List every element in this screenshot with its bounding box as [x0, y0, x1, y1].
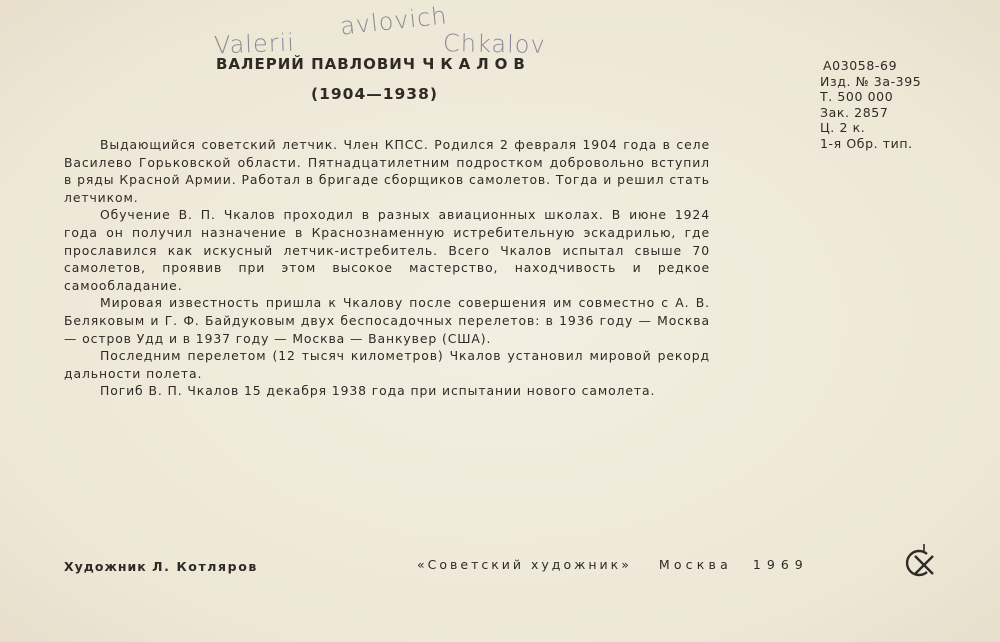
biography-paragraph: Выдающийся советский летчик. Член КПСС. Родился 2 февраля 1904 года в селе Василево Горьковской области. Пятнадцатилетним подростком добровольно вступил в ряды Красной Армии. Работал в бригаде сборщиков самолетов. Тогда и решил стать летчиком. [64, 137, 710, 205]
title-surname: ЧКАЛОВ [422, 55, 531, 73]
imprint-izd: Изд. № 3а-395 [820, 73, 922, 89]
imprint-type: 1-я Обр. тип. [820, 135, 913, 151]
artist-credit [64, 559, 258, 574]
sovetsky-khudozhnik-logo-icon [903, 542, 939, 580]
handwritten-patronymic: avlovich [338, 1, 449, 41]
imprint-code: А03058-69 [823, 58, 898, 73]
title-name: ВАЛЕРИЙ ПАВЛОВИЧ [216, 55, 416, 73]
imprint-price: Ц. 2 к. [820, 120, 866, 136]
artist-name: Л. Котляров [152, 559, 258, 574]
publisher-name: «Советский художник» [417, 557, 632, 572]
imprint-block [820, 58, 921, 152]
biography-text [64, 136, 710, 400]
biography-paragraph: Последним перелетом (12 тысяч километров) Чкалов установил мировой рекорд дальности полета. [64, 348, 710, 381]
biography-paragraph: Погиб В. П. Чкалов 15 декабря 1938 года при испытании нового самолета. [100, 383, 656, 399]
publisher-city: Москва [658, 557, 732, 572]
imprint-tirazh: Т. 500 000 [820, 89, 894, 105]
publisher-credit [417, 557, 823, 572]
handwritten-last-name: Chkalov [442, 29, 546, 59]
publication-year: 1969 [752, 557, 809, 572]
handwritten-first-name: Valerii [213, 28, 296, 60]
artist-label: Художник [64, 559, 147, 574]
life-dates: (1904—1938) [311, 85, 438, 103]
imprint-zak: Зак. 2857 [820, 104, 889, 120]
biography-paragraph: Обучение В. П. Чкалов проходил в разных авиационных школах. В июне 1924 года он получил назначение в Краснознаменную истребительную эскадрилью, где прославился как искусный летчик-истребитель. Всего Чкалов испытал свыше 70 самолетов, проявив при этом высокое мастерство, находчивость и редкое самообладание. [64, 207, 710, 293]
page-title [216, 55, 531, 73]
biography-paragraph: Мировая известность пришла к Чкалову после совершения им совместно с А. В. Беляковым и Г. Ф. Байдуковым двух беспосадочных перелетов: в 1936 году — Москва — остров Удд и в 1937 году — Москва — Ванкувер (США). [64, 295, 710, 346]
